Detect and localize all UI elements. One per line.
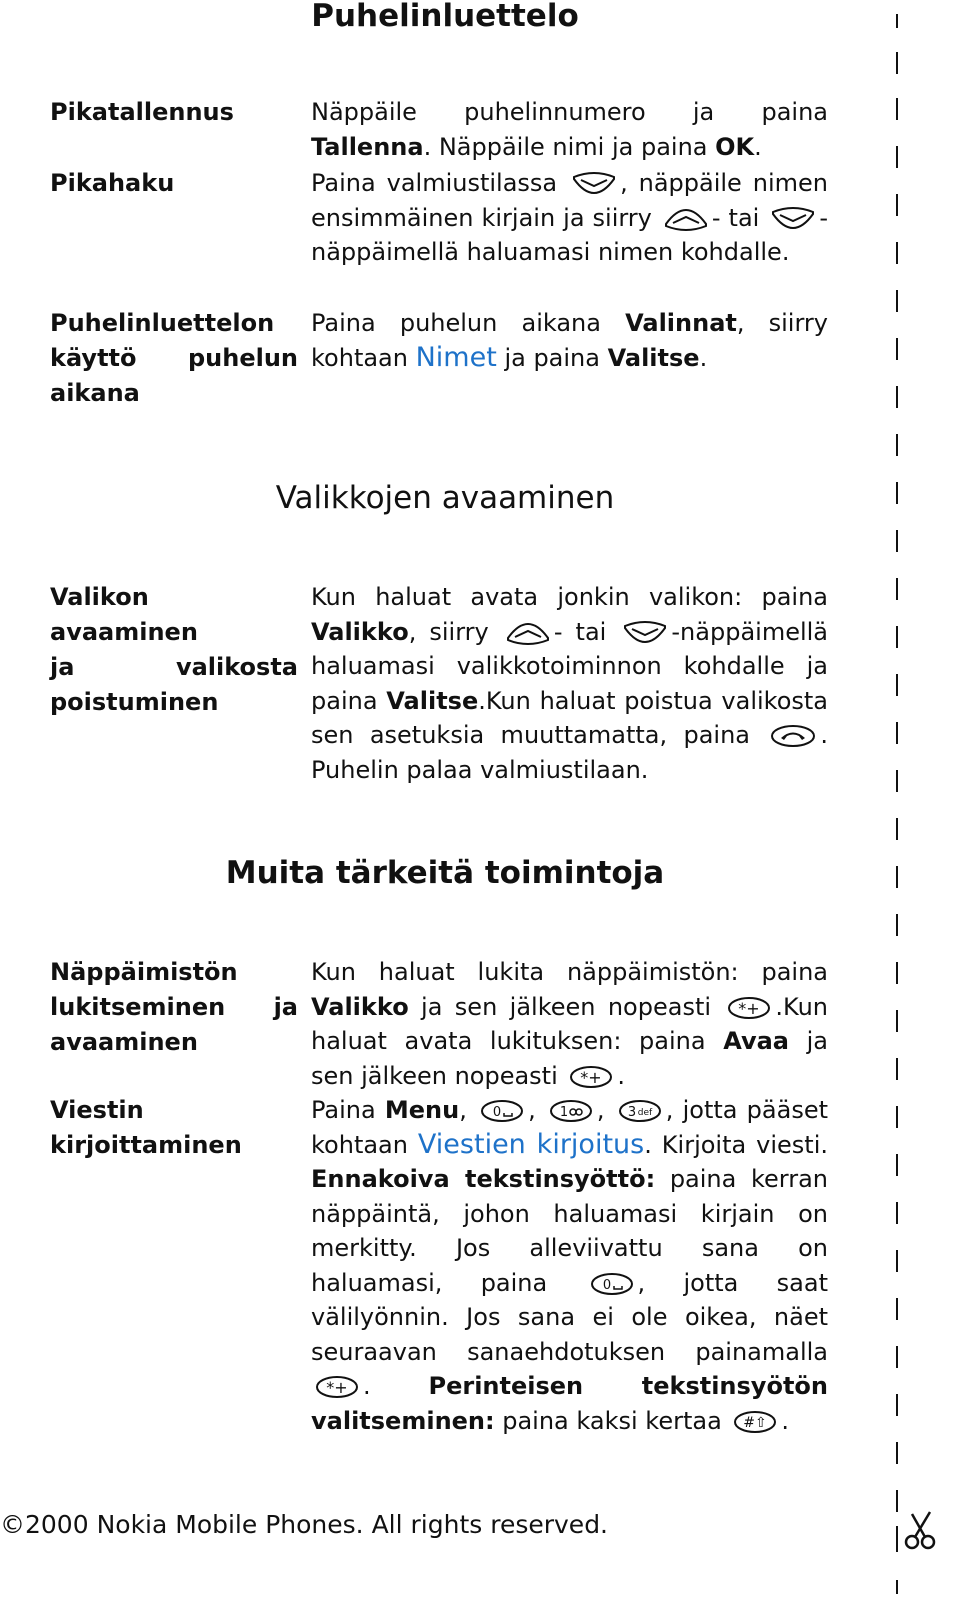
entry-label: Näppäimistön lukitseminen ja avaaminen	[50, 958, 298, 1056]
star-key-icon	[314, 1374, 360, 1400]
scroll-down-key-icon	[622, 620, 668, 646]
entry-label: Viestin kirjoittaminen	[50, 1096, 242, 1159]
entry-label: Pikahaku	[50, 169, 175, 197]
entry-description: Kun haluat lukita näppäimistön: paina Valikko ja sen jälkeen nopeasti *+ .Kun haluat avata lukituksen: paina Avaa ja sen jälkeen nopeasti *+ .	[311, 958, 828, 1090]
key-0-icon	[589, 1271, 635, 1297]
menu-link-nimet: Nimet	[415, 341, 497, 373]
svg-text:0: 0	[602, 1277, 611, 1293]
entry-description: Kun haluat avata jonkin valikon: paina Valikko, siirry - tai -näppäimellä haluamasi valikkotoiminnon kohdalle ja paina Valitse.Kun haluat poistua valikosta sen asetuksia muuttamatta, paina . Puhelin palaa valmiustilaan.	[311, 583, 829, 784]
svg-text:*+: *+	[738, 998, 761, 1018]
hash-key-icon	[732, 1409, 778, 1435]
scroll-up-key-icon	[663, 206, 709, 232]
scroll-down-key-icon	[770, 206, 816, 232]
entry-label: Puhelinluettelon käyttö puhelun aikana	[50, 309, 298, 407]
scissors-icon	[902, 1508, 942, 1556]
key-1-icon	[548, 1098, 594, 1124]
key-0-icon	[479, 1098, 525, 1124]
key-3-icon	[617, 1098, 663, 1124]
scroll-up-key-icon	[505, 620, 551, 646]
heading-other-functions: Muita tärkeitä toimintoja	[225, 855, 665, 891]
svg-text:1: 1	[559, 1105, 569, 1120]
star-key-icon	[568, 1064, 614, 1090]
heading-phonebook: Puhelinluettelo	[311, 0, 579, 34]
svg-text:*+: *+	[580, 1067, 603, 1087]
svg-text:#⇧: #⇧	[743, 1414, 768, 1431]
copyright-footer: ©2000 Nokia Mobile Phones. All rights reserved.	[0, 1510, 609, 1539]
end-call-key-icon	[769, 723, 817, 749]
svg-text:def: def	[637, 1108, 652, 1118]
entry-description: Paina puhelun aikana Valinnat, siirry kohtaan Nimet ja paina Valitse.	[311, 309, 828, 373]
svg-text:*+: *+	[326, 1378, 348, 1397]
entry-label: Valikon avaaminen ja valikosta poistuminen	[50, 583, 298, 716]
menu-link-viestien-kirjoitus: Viestien kirjoitus	[417, 1128, 645, 1160]
svg-text:3: 3	[627, 1105, 636, 1120]
svg-text:0: 0	[492, 1105, 502, 1120]
scroll-down-key-icon	[571, 171, 617, 197]
entry-description: Paina Menu, 0 , 1 , 3 def , jotta pääset kohtaan Viestien kirjoitus. Kirjoita viesti. Ennakoiva tekstinsyöttö: paina kerran näppäintä, johon haluamasi kirjain on merkitty. Jos alleviivattu sana on haluamasi, paina 0 , jotta saat välilyönnin. Jos sana ei ole oikea, näet seuraavan sanaehdotuksen painamalla *+ . Perinteisen tekstinsyötön valitseminen: paina kaksi kertaa #⇧ .	[311, 1096, 829, 1435]
star-key-icon	[726, 995, 772, 1021]
entry-description: Paina valmiustilassa , näppäile nimen ensimmäinen kirjain ja siirry - tai -näppäimellä haluamasi nimen kohdalle.	[311, 169, 829, 266]
entry-description: Näppäile puhelinnumero ja paina Tallenna. Näppäile nimi ja paina OK.	[311, 98, 828, 161]
heading-menus: Valikkojen avaaminen	[275, 480, 615, 516]
entry-label: Pikatallennus	[50, 98, 234, 126]
